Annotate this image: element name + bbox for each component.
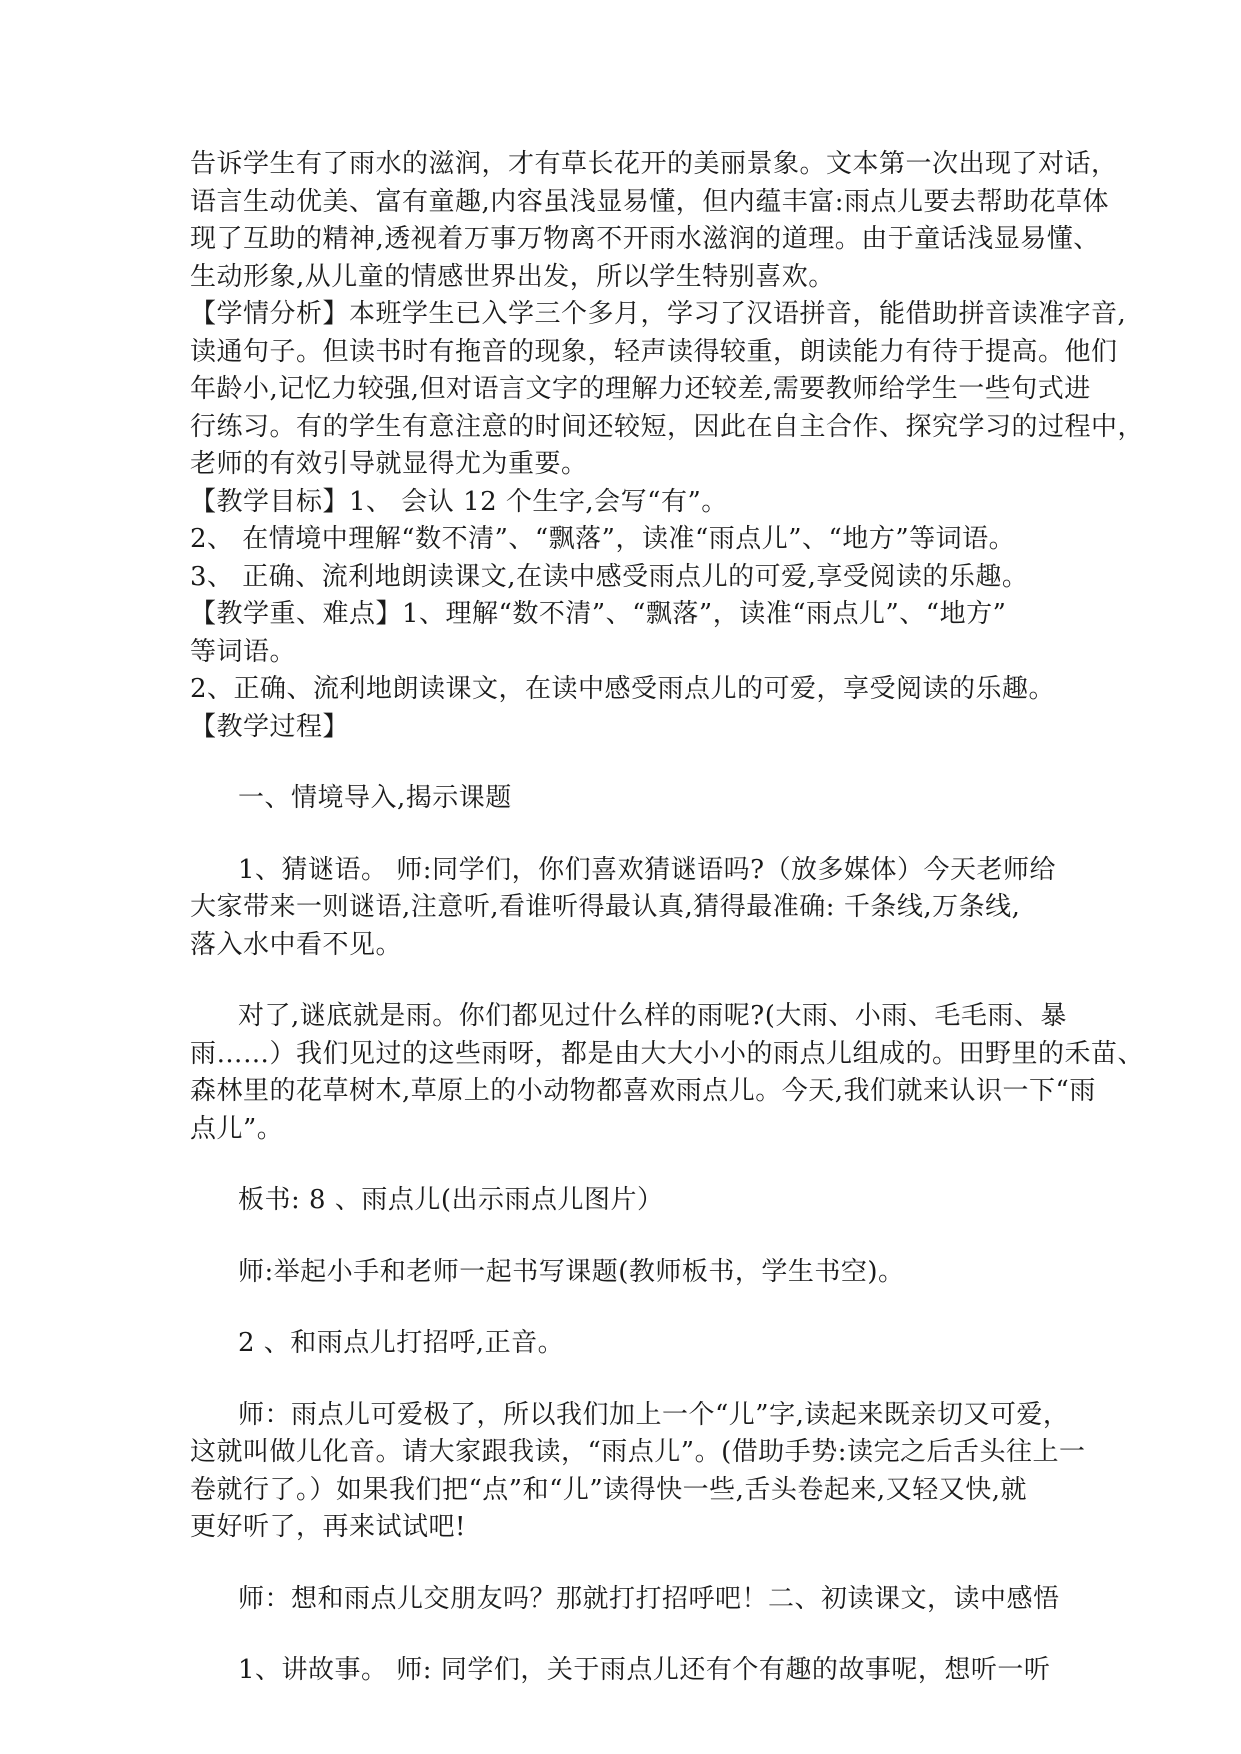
text-line: 【教学过程】 xyxy=(190,711,350,742)
text-line: 【教学重、难点】1、理解“数不清”、“飘落”，读准“雨点儿”、“地方” xyxy=(190,599,1007,629)
text-line: 1、猜谜语。 师:同学们，你们喜欢猜谜语吗?（放多媒体）今天老师给 xyxy=(238,854,1057,885)
text-line: 2、正确、流利地朗读课文，在读中感受雨点儿的可爱，享受阅读的乐趣。 xyxy=(190,674,1056,704)
text-line: 雨……）我们见过的这些雨呀，都是由大大小小的雨点儿组成的。田野里的禾苗、 xyxy=(190,1038,1145,1069)
text-line: 现了互助的精神,透视着万事万物离不开雨水滋润的道理。由于童话浅显易懂、 xyxy=(190,224,1100,254)
text-line: 告诉学生有了雨水的滋润，才有草长花开的美丽景象。文本第一次出现了对话， xyxy=(190,149,1118,179)
teacher-line: 1、讲故事。 师: 同学们，关于雨点儿还有个有趣的故事呢，想听一听 xyxy=(238,1655,1051,1685)
text-line: 等词语。 xyxy=(190,636,297,667)
text-line: 行练习。有的学生有意注意的时间还较短，因此在自主合作、探究学习的过程中， xyxy=(190,411,1145,442)
text-line: 这就叫做儿化音。请大家跟我读，“雨点儿”。(借助手势:读完之后舌头往上一 xyxy=(190,1437,1086,1467)
paragraph-riddle-answer xyxy=(190,998,1145,1148)
text-line: 读通句子。但读书时有拖音的现象，轻声读得较重，朗读能力有待于提高。他们 xyxy=(190,336,1118,367)
text-line: 【学情分析】本班学生已入学三个多月，学习了汉语拼音，能借助拼音读准字音, xyxy=(190,299,1127,329)
text-line: 点儿”。 xyxy=(190,1113,284,1144)
text-line: 师：雨点儿可爱极了，所以我们加上一个“儿”字,读起来既亲切又可爱， xyxy=(238,1399,1070,1430)
section-title: 一、情境导入,揭示课题 xyxy=(238,783,512,813)
paragraph-riddle xyxy=(190,852,1070,965)
text-line: 2、 在情境中理解“数不清”、“飘落”，读准“雨点儿”、“地方”等词语。 xyxy=(190,524,1016,554)
text-line: 对了,谜底就是雨。你们都见过什么样的雨呢?(大雨、小雨、毛毛雨、暴 xyxy=(238,1001,1067,1031)
text-line: 【教学目标】1、 会认 12 个生字,会写“有”。 xyxy=(190,486,728,517)
board-note: 板书: 8 、雨点儿(出示雨点儿图片） xyxy=(238,1185,664,1215)
teacher-line: 师：想和雨点儿交朋友吗？那就打打招呼吧！二、初读课文，读中感悟 xyxy=(238,1583,1060,1614)
teacher-line: 师:举起小手和老师一起书写课题(教师板书，学生书空)。 xyxy=(238,1256,905,1287)
paragraph-intro xyxy=(190,146,1118,296)
text-line: 生动形象,从儿童的情感世界出发，所以学生特别喜欢。 xyxy=(190,261,835,292)
text-line: 更好听了，再来试试吧! xyxy=(190,1512,466,1542)
step-title: 2 、和雨点儿打招呼,正音。 xyxy=(238,1328,565,1358)
text-line: 老师的有效引导就显得尤为重要。 xyxy=(190,449,588,479)
paragraph-key-points xyxy=(190,596,1070,746)
text-line: 语言生动优美、富有童趣,内容虽浅显易懂，但内蕴丰富:雨点儿要去帮助花草体 xyxy=(190,186,1110,217)
text-line: 落入水中看不见。 xyxy=(190,929,403,960)
paragraph-erhua xyxy=(190,1397,1086,1547)
text-line: 3、 正确、流利地朗读课文,在读中感受雨点儿的可爱,享受阅读的乐趣。 xyxy=(190,561,1029,592)
text-line: 森林里的花草树木,草原上的小动物都喜欢雨点儿。今天,我们就来认识一下“雨 xyxy=(190,1076,1096,1106)
document-page xyxy=(190,146,1145,1690)
paragraph-student-analysis xyxy=(190,296,1145,484)
text-line: 卷就行了。）如果我们把“点”和“儿”读得快一些,舌头卷起来,又轻又快,就 xyxy=(190,1474,1027,1505)
text-line: 大家带来一则谜语,注意听,看谁听得最认真,猜得最准确: 千条线,万条线, xyxy=(190,892,1021,922)
text-line: 年龄小,记忆力较强,但对语言文字的理解力还较差,需要教师给学生一些句式进 xyxy=(190,374,1091,404)
paragraph-teaching-goals xyxy=(190,484,1070,597)
